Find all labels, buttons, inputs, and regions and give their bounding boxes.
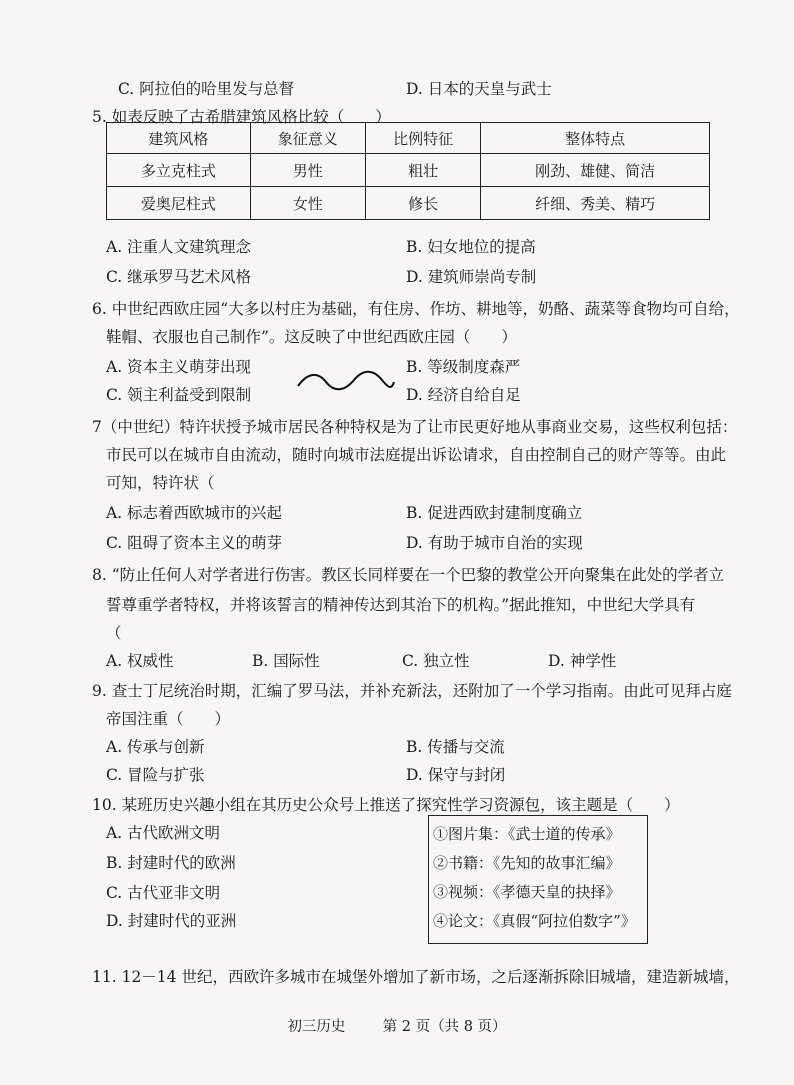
q6-option-c: C. 领主利益受到限制 (106, 386, 252, 404)
q10-option-b: B. 封建时代的欧洲 (106, 854, 236, 872)
q10-option-a: A. 古代欧洲文明 (106, 824, 221, 842)
table-cell: 修长 (365, 187, 480, 220)
architecture-table (106, 122, 710, 220)
resource-item: ④论文：《真假“阿拉伯数字”》 (433, 912, 636, 930)
resource-pack-box (428, 815, 648, 944)
q7-stem-line2: 市民可以在城市自由流动，随时向城市法庭提出诉讼请求，自由控制自己的财产等等。由此 (106, 446, 727, 464)
q4-option-d: D. 日本的天皇与武士 (406, 80, 552, 98)
q9-stem-line1: 9. 查士丁尼统治时期，汇编了罗马法，并补充新法，还附加了一个学习指南。由此可见拜占庭 (92, 682, 732, 700)
q8-stem-line2: 誓尊重学者特权，并将该誓言的精神传达到其治下的机构。”据此推知，中世纪大学具有 (106, 596, 696, 614)
q10-option-c: C. 古代亚非文明 (106, 884, 221, 902)
q8-option-a: A. 权威性 (106, 652, 174, 670)
footer-subject: 初三历史 (287, 1019, 346, 1035)
q8-stem-line3: （ (106, 624, 122, 642)
q11-stem-line1: 11. 12－14 世纪，西欧许多城市在城堡外增加了新市场，之后逐渐拆除旧城墙，建造新城墙， (92, 968, 740, 986)
table-cell: 纤细、秀美、精巧 (481, 187, 710, 220)
q6-option-a: A. 资本主义萌芽出现 (106, 358, 252, 376)
q5-option-b: B. 妇女地位的提高 (406, 238, 536, 256)
table-header: 整体特点 (481, 123, 710, 154)
table-cell: 多立克柱式 (107, 154, 251, 187)
table-cell: 刚劲、雄健、简洁 (481, 154, 710, 187)
resource-item: ③视频：《孝德天皇的抉择》 (433, 883, 621, 901)
q5-option-c: C. 继承罗马艺术风格 (106, 268, 252, 286)
q5-stem: 5. 如表反映了古希腊建筑风格比较（ ） (92, 108, 391, 126)
q6-stem-line1: 6. 中世纪西欧庄园“大多以村庄为基础，有住房、作坊、耕地等，奶酪、蔬菜等食物均可自给， (92, 300, 740, 318)
q10-option-d: D. 封建时代的亚洲 (106, 912, 237, 930)
q8-stem-line1: 8. “防止任何人对学者进行伤害。教区长同样要在一个巴黎的教堂公开向聚集在此处的学者立 (92, 566, 725, 584)
table-header: 建筑风格 (107, 123, 251, 154)
resource-item: ①图片集：《武士道的传承》 (433, 825, 621, 843)
table-cell: 粗壮 (365, 154, 480, 187)
table-row (107, 187, 710, 220)
q6-option-b: B. 等级制度森严 (406, 358, 521, 376)
table-cell: 女性 (250, 187, 365, 220)
q8-option-b: B. 国际性 (252, 652, 320, 670)
q9-option-b: B. 传播与交流 (406, 738, 505, 756)
q5-option-d: D. 建筑师崇尚专制 (406, 268, 537, 286)
q7-stem-line1: 7（中世纪）特许状授予城市居民各种特权是为了让市民更好地从事商业交易，这些权利包括： (92, 418, 738, 436)
q7-option-c: C. 阻碍了资本主义的萌芽 (106, 534, 283, 552)
table-header: 象征意义 (250, 123, 365, 154)
q8-option-c: C. 独立性 (402, 652, 470, 670)
q6-stem-line2: 鞋帽、衣服也自己制作”。这反映了中世纪西欧庄园（ ） (106, 328, 517, 346)
handwritten-squiggle-mark (296, 368, 396, 394)
resource-item: ②书籍：《先知的故事汇编》 (433, 854, 621, 872)
table-row (107, 154, 710, 187)
q9-option-c: C. 冒险与扩张 (106, 766, 205, 784)
table-header-row (107, 123, 710, 154)
q4-option-c: C. 阿拉伯的哈里发与总督 (118, 80, 295, 98)
table-cell: 男性 (250, 154, 365, 187)
q6-option-d: D. 经济自给自足 (406, 386, 521, 404)
q7-option-b: B. 促进西欧封建制度确立 (406, 504, 583, 522)
table-header: 比例特征 (365, 123, 480, 154)
q9-stem-line2: 帝国注重（ ） (106, 710, 231, 728)
footer-page-number: 第 2 页（共 8 页） (382, 1019, 507, 1035)
q7-option-d: D. 有助于城市自治的实现 (406, 534, 583, 552)
table-cell: 爱奥尼柱式 (107, 187, 251, 220)
q7-stem-line3: 可知，特许状（ (106, 474, 215, 492)
page-footer (0, 1015, 794, 1036)
q7-option-a: A. 标志着西欧城市的兴起 (106, 504, 283, 522)
q10-stem: 10. 某班历史兴趣小组在其历史公众号上推送了探究性学习资源包，该主题是（ ） (92, 796, 680, 814)
q9-option-d: D. 保守与封闭 (406, 766, 506, 784)
q8-option-d: D. 神学性 (548, 652, 617, 670)
q9-option-a: A. 传承与创新 (106, 738, 205, 756)
q5-option-a: A. 注重人文建筑理念 (106, 238, 252, 256)
